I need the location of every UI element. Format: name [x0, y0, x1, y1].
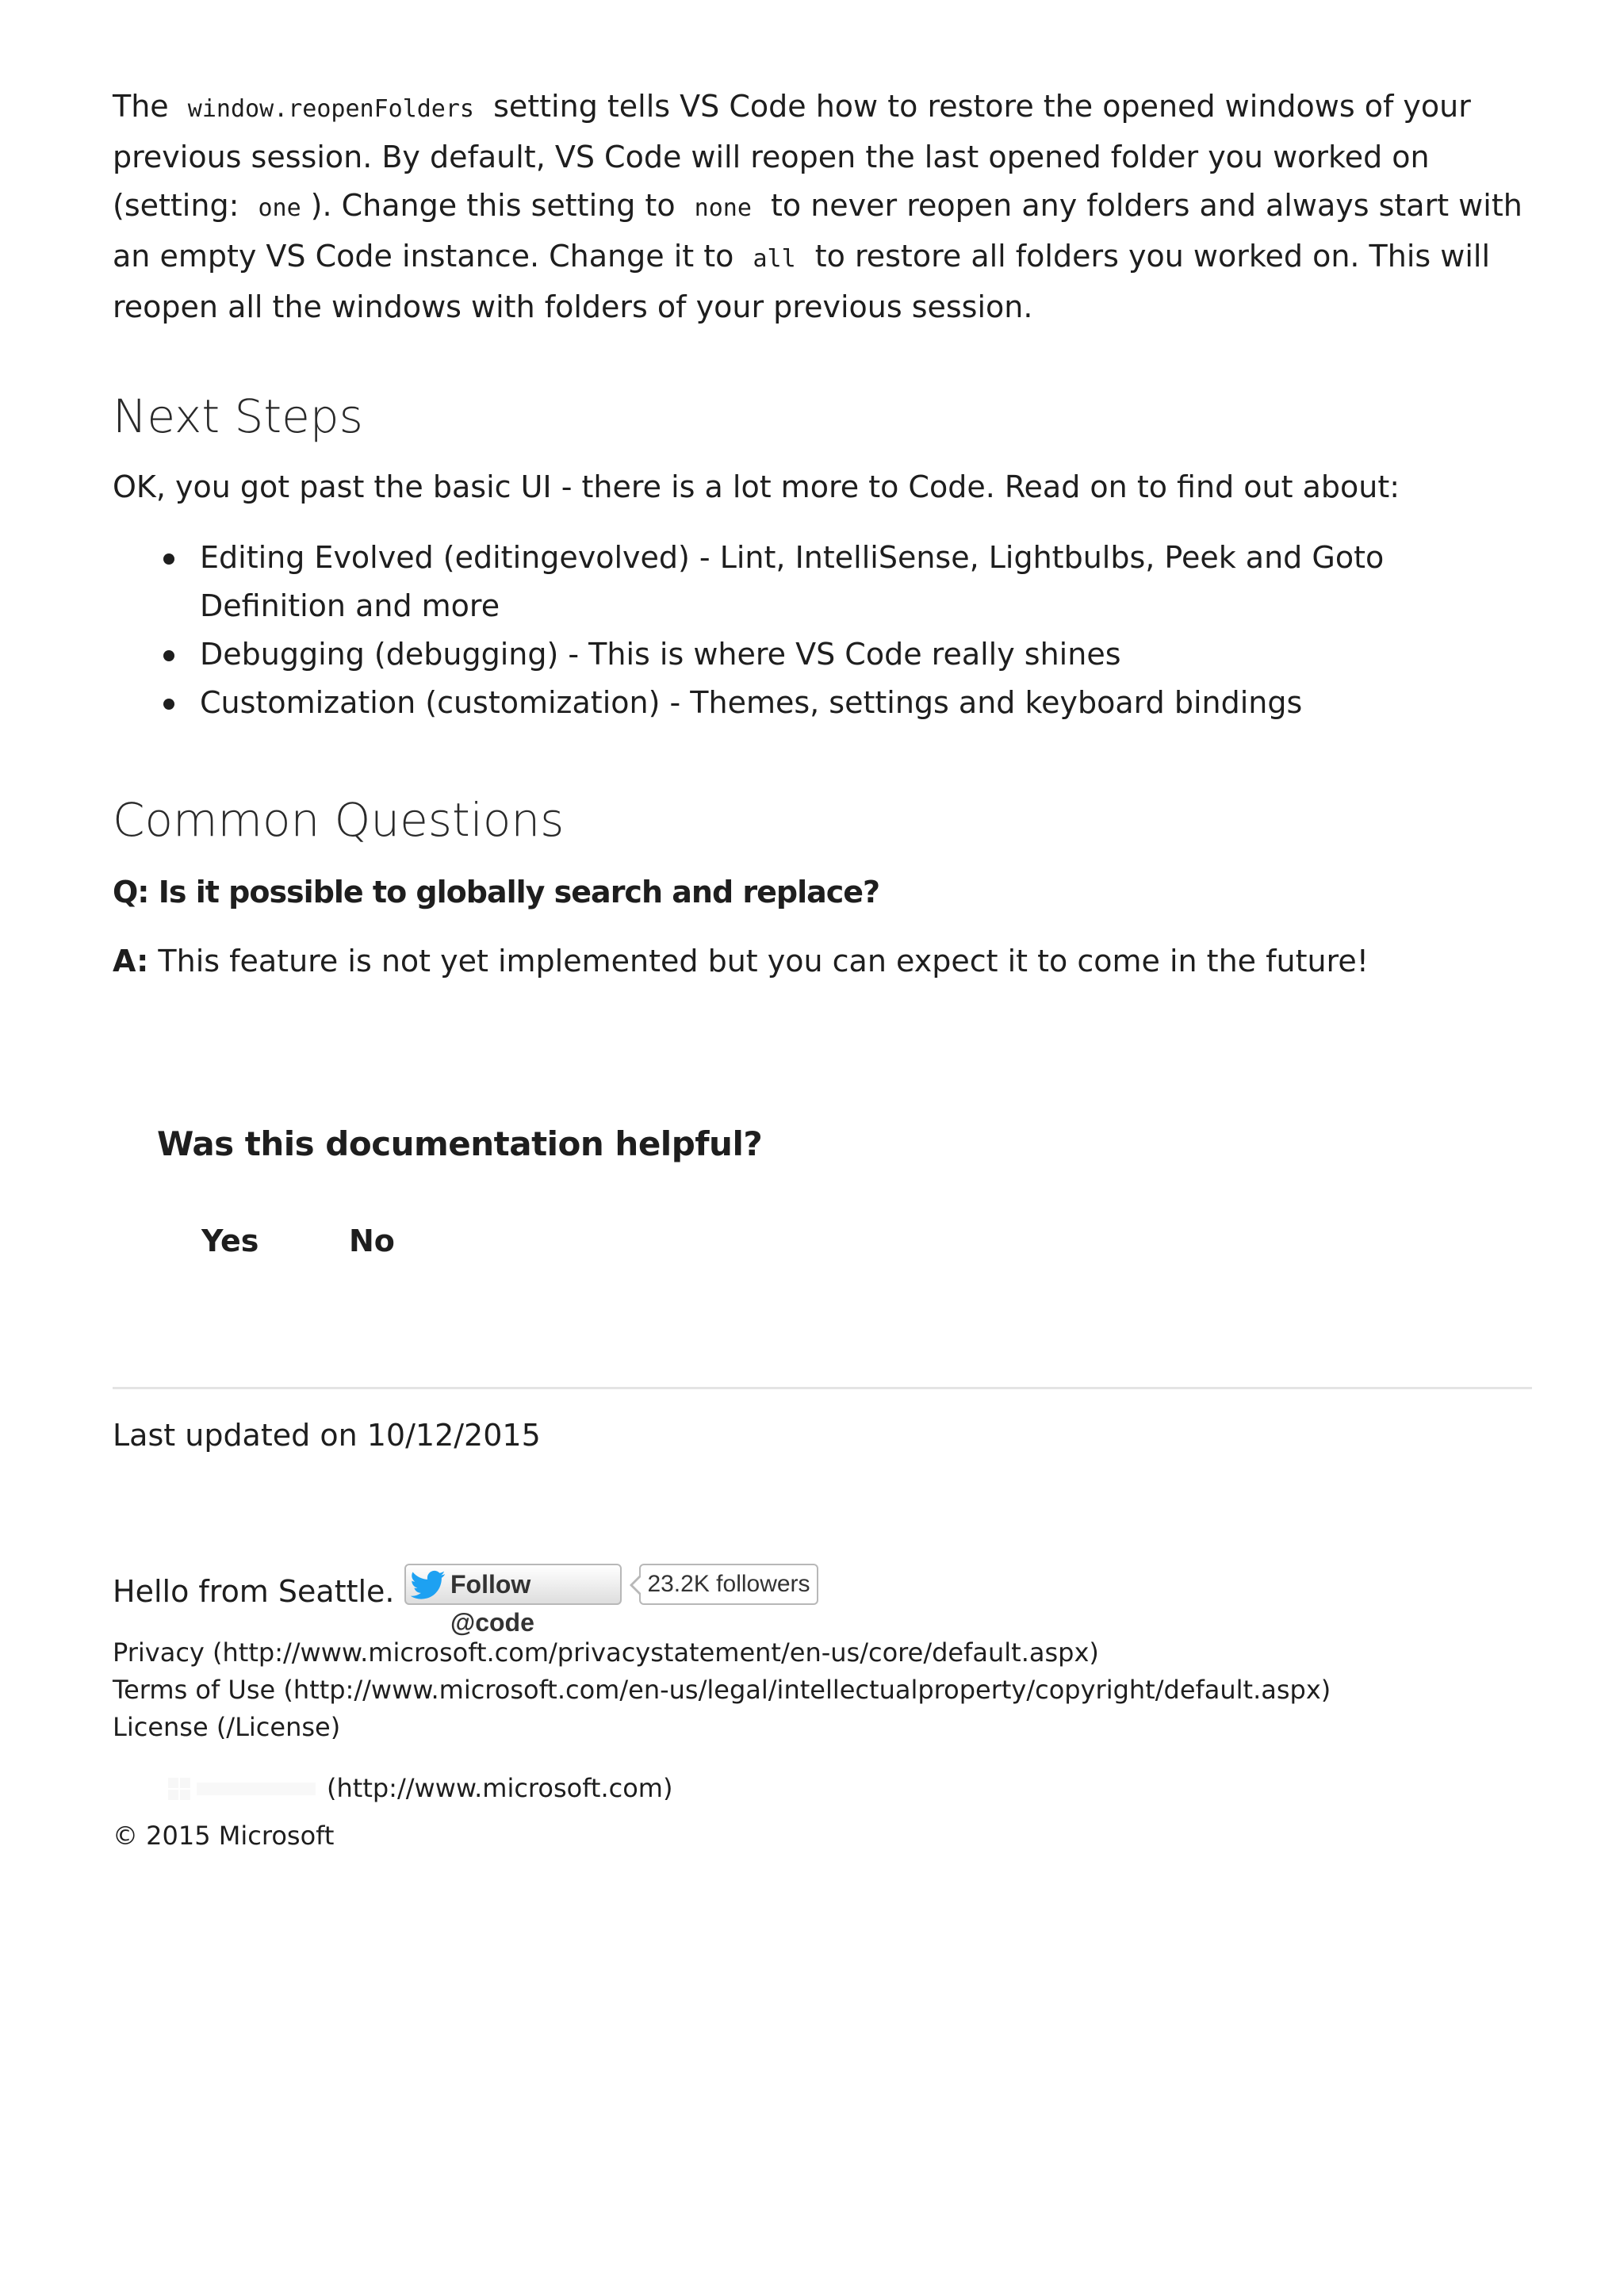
twitter-bird-icon: [411, 1570, 446, 1600]
footer-link-privacy[interactable]: Privacy (http://www.microsoft.com/privacystatement/en-us/core/default.aspx): [113, 1637, 1099, 1668]
section-divider: [113, 1387, 1532, 1389]
faq-answer-text: This feature is not yet implemented but you can expect it to come in the future!: [148, 944, 1369, 978]
intro-text-2: setting tells VS Code how to restore the opened windows of your previous session. By default, VS Code will reopen the last opened folder you worked on (setting:: [113, 89, 1471, 223]
hello-from-seattle: Hello from Seattle.: [113, 1574, 395, 1609]
intro-text-4: to never reopen any folders and always start with an empty VS Code instance. Change it to: [113, 188, 1522, 274]
faq-answer-label: A:: [113, 944, 149, 978]
feedback-yes-button[interactable]: Yes: [201, 1224, 259, 1258]
faq-answer: [113, 937, 1369, 986]
list-item-debugging[interactable]: Debugging (debugging) - This is where VS Code really shines: [200, 630, 1532, 679]
code-none: none: [694, 194, 752, 222]
intro-text-5: to restore all folders you worked on. This will reopen all the windows with folders of your previous session.: [113, 239, 1491, 324]
intro-text-3: ). Change this setting to: [310, 188, 685, 223]
common-questions-heading: Common Questions: [113, 793, 565, 847]
feedback-title: Was this documentation helpful?: [157, 1124, 763, 1163]
feedback-no-button[interactable]: No: [349, 1224, 395, 1258]
next-steps-heading: Next Steps: [113, 389, 363, 443]
microsoft-logo-graphic: [168, 1773, 327, 1805]
twitter-follow-button[interactable]: [404, 1564, 622, 1637]
footer-copyright: © 2015 Microsoft: [113, 1821, 335, 1851]
twitter-followers-count[interactable]: 23.2K followers: [639, 1564, 818, 1605]
footer-link-license[interactable]: License (/License): [113, 1712, 341, 1742]
list-item-customization[interactable]: Customization (customization) - Themes, settings and keyboard bindings: [200, 679, 1532, 727]
footer-link-microsoft[interactable]: (http://www.microsoft.com): [327, 1773, 673, 1803]
last-updated: Last updated on 10/12/2015: [113, 1418, 541, 1453]
next-steps-intro: OK, you got past the basic UI - there is a lot more to Code. Read on to find out about:: [113, 469, 1400, 504]
microsoft-logo-icon[interactable]: [168, 1773, 327, 1805]
twitter-follow-label: Follow @code: [450, 1570, 534, 1637]
code-one: one: [258, 194, 301, 222]
list-item-editing-evolved[interactable]: Editing Evolved (editingevolved) - Lint, IntelliSense, Lightbulbs, Peek and Goto Definition and more: [200, 534, 1532, 630]
intro-text-1: The: [113, 89, 178, 124]
footer-link-terms[interactable]: Terms of Use (http://www.microsoft.com/en-us/legal/intellectualproperty/copyright/default.aspx): [113, 1675, 1331, 1705]
code-all: all: [753, 245, 796, 273]
code-reopen-folders: window.reopenFolders: [187, 95, 474, 123]
faq-question: Q: Is it possible to globally search and replace?: [113, 875, 880, 910]
intro-paragraph: [113, 82, 1532, 331]
